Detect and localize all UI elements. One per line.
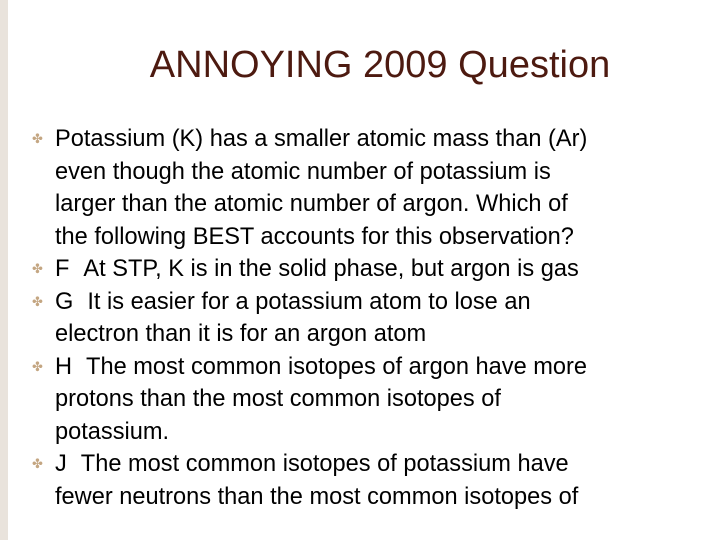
option-letter: F bbox=[55, 256, 70, 282]
option-g bbox=[32, 286, 531, 319]
question-line: Potassium (K) has a smaller atomic mass than (Ar) bbox=[55, 126, 588, 152]
slide-title: ANNOYING 2009 Question bbox=[149, 44, 611, 86]
option-letter: J bbox=[55, 451, 67, 477]
bullet-icon: ✤ bbox=[32, 358, 43, 374]
bullet-icon: ✤ bbox=[32, 261, 43, 276]
option-letter: G bbox=[55, 288, 74, 315]
option-text: electron than it is for an argon atom bbox=[55, 321, 427, 347]
question-bullet bbox=[32, 123, 587, 156]
option-text: At STP, K is in the solid phase, but argon is gas bbox=[83, 256, 579, 282]
option-text: fewer neutrons than the most common isotopes of bbox=[55, 483, 579, 510]
option-h bbox=[32, 351, 587, 384]
option-text: It is easier for a potassium atom to lose an bbox=[87, 288, 531, 315]
question-line: larger than the atomic number of argon. Which of bbox=[55, 191, 568, 217]
option-text: The most common isotopes of potassium have bbox=[80, 451, 569, 477]
option-text: The most common isotopes of argon have more bbox=[86, 353, 587, 380]
option-text: protons than the most common isotopes of bbox=[55, 386, 501, 412]
bullet-icon: ✤ bbox=[32, 293, 43, 309]
option-f bbox=[32, 253, 579, 286]
bullet-icon: ✤ bbox=[32, 456, 43, 471]
option-letter: H bbox=[55, 353, 73, 380]
option-j bbox=[32, 448, 569, 481]
bullet-icon: ✤ bbox=[32, 131, 43, 146]
question-line: the following BEST accounts for this observation? bbox=[55, 223, 574, 250]
option-text: potassium. bbox=[55, 418, 170, 445]
question-line: even though the atomic number of potassium is bbox=[55, 158, 551, 185]
